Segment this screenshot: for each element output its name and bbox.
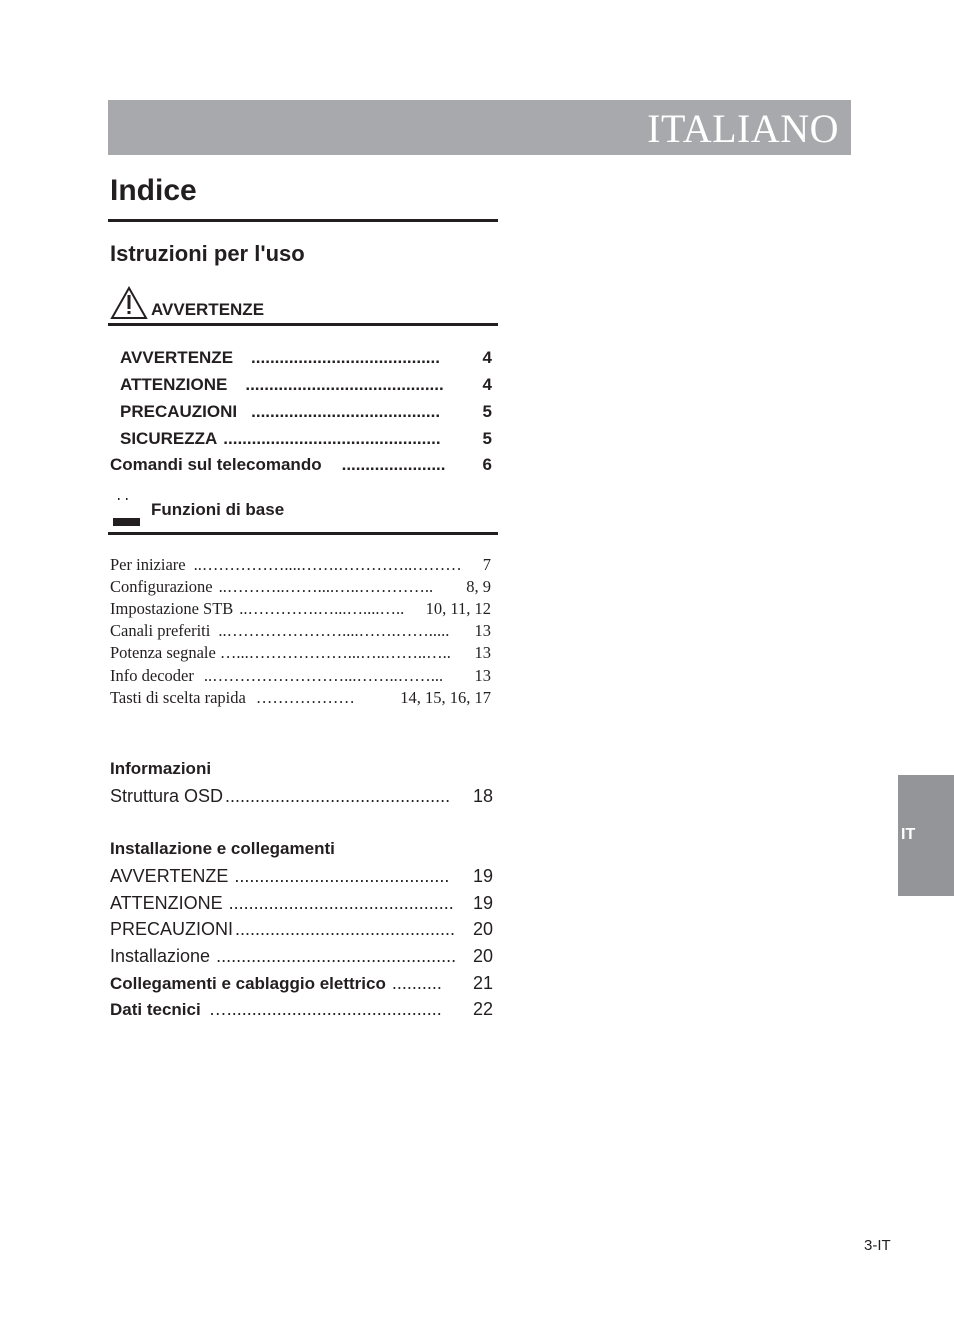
toc-row-dots: .............................................. — [223, 429, 441, 448]
toc-row-page: 21 — [472, 973, 493, 993]
toc-row-page: 20 — [472, 919, 493, 939]
toc-row[interactable] — [110, 946, 493, 967]
toc-row-label: Dati tecnici — [110, 1000, 201, 1019]
warnings-section-heading: AVVERTENZE — [151, 300, 265, 319]
toc-row-dots: ..………..……....…..………….. — [218, 577, 434, 596]
side-tab-label: IT — [901, 826, 916, 843]
toc-row-dots: ............................................ — [235, 919, 456, 939]
toc-row-label: Impostazione STB — [110, 599, 234, 618]
toc-row-page: 13 — [474, 643, 491, 662]
toc-row[interactable] — [110, 621, 491, 641]
warning-triangle-icon — [110, 286, 148, 320]
toc-row-label: Info decoder — [110, 666, 194, 685]
toc-row-page: 19 — [472, 866, 493, 886]
index-title: Indice — [110, 174, 197, 207]
toc-row-label: Canali preferiti — [110, 621, 211, 640]
toc-row-page: 13 — [474, 621, 491, 640]
toc-row-label: AVVERTENZE — [110, 866, 229, 886]
toc-row-dots: ........................................ — [251, 402, 441, 421]
toc-row-dots: ................................................ — [216, 946, 457, 966]
toc-row-label: Potenza segnale — [110, 643, 216, 662]
toc-row-dots: ............................................. — [225, 786, 451, 806]
toc-row-dots: ........................................ — [251, 348, 440, 367]
toc-row-dots: ............................................. — [228, 893, 454, 913]
toc-row[interactable] — [110, 666, 491, 686]
install-section-heading: Installazione e collegamenti — [110, 839, 335, 858]
toc-row-dots: …........................................... — [208, 999, 442, 1019]
banner-title: ITALIANO — [647, 106, 839, 151]
toc-row[interactable] — [110, 555, 491, 575]
toc-row-page: 22 — [472, 999, 493, 1019]
toc-row-page: 19 — [472, 893, 493, 913]
toc-row-dots: .......... — [391, 973, 442, 993]
toc-row[interactable] — [110, 786, 493, 807]
toc-row-page: 14, 15, 16, 17 — [400, 688, 491, 707]
toc-row[interactable] — [110, 455, 492, 475]
toc-row-label: Collegamenti e cablaggio elettrico — [110, 974, 386, 993]
toc-row[interactable] — [110, 866, 493, 887]
toc-row-dots: .......................................... — [245, 375, 444, 394]
toc-row-dots: ……………… — [255, 688, 355, 707]
toc-row-page: 18 — [472, 786, 493, 806]
toc-row[interactable] — [110, 577, 491, 597]
toc-row-label: Comandi sul telecomando — [110, 455, 322, 474]
toc-row-dots: ..……………………...……..……... — [203, 666, 444, 685]
base-section-heading: Funzioni di base — [151, 500, 285, 519]
language-side-tab — [898, 775, 954, 896]
toc-row-dots: ...................... — [341, 455, 446, 474]
toc-row[interactable] — [110, 643, 491, 663]
language-banner — [108, 100, 851, 155]
remote-control-icon — [112, 497, 142, 527]
toc-row-page: 20 — [472, 946, 493, 966]
toc-row-page: 8, 9 — [466, 577, 491, 596]
page-number: 3-IT — [864, 1237, 891, 1254]
toc-row-page: 4 — [482, 348, 492, 367]
toc-row-label: Tasti di scelta rapida — [110, 688, 246, 707]
toc-row-page: 13 — [474, 666, 491, 685]
toc-row-dots: ..……………....…….…………..……… — [193, 555, 462, 574]
toc-row-page: 6 — [482, 455, 492, 474]
toc-row-label: SICUREZZA — [120, 429, 218, 448]
index-title-rule — [108, 219, 498, 222]
subtitle: Istruzioni per l'uso — [110, 241, 305, 266]
base-section-rule — [108, 532, 498, 535]
toc-row-page: 5 — [482, 429, 492, 448]
toc-row-label: ATTENZIONE — [110, 893, 223, 913]
toc-row-label: Struttura OSD — [110, 786, 224, 806]
toc-row-label: ATTENZIONE — [120, 375, 228, 394]
toc-row-page: 5 — [482, 402, 492, 421]
info-section-heading: Informazioni — [110, 759, 212, 778]
toc-row[interactable] — [110, 919, 493, 940]
toc-row-page: 10, 11, 12 — [425, 599, 491, 618]
toc-row-dots: ..………….…...…....….. — [239, 599, 405, 618]
toc-row[interactable] — [110, 688, 491, 708]
toc-row-dots: …...………………...…..……..….. — [219, 643, 451, 662]
toc-row-label: Per iniziare — [110, 555, 186, 574]
toc-row-page: 7 — [482, 555, 491, 574]
toc-row-page: 4 — [482, 375, 492, 394]
toc-row[interactable] — [120, 375, 492, 395]
toc-row[interactable] — [120, 348, 492, 368]
toc-row[interactable] — [120, 402, 492, 422]
toc-row-dots: ..…………………....…….……..... — [218, 621, 450, 640]
toc-row[interactable] — [110, 893, 493, 914]
toc-row[interactable] — [110, 599, 491, 619]
toc-row-label: AVVERTENZE — [120, 348, 234, 367]
toc-row-label: PRECAUZIONI — [110, 919, 234, 939]
warnings-section-rule — [108, 323, 498, 326]
toc-row[interactable] — [110, 999, 493, 1020]
toc-row-dots: ........................................... — [234, 866, 450, 886]
toc-row[interactable] — [110, 973, 493, 994]
toc-row[interactable] — [120, 429, 492, 449]
toc-row-label: Installazione — [110, 946, 211, 966]
toc-row-label: Configurazione — [110, 577, 213, 596]
toc-row-label: PRECAUZIONI — [120, 402, 238, 421]
